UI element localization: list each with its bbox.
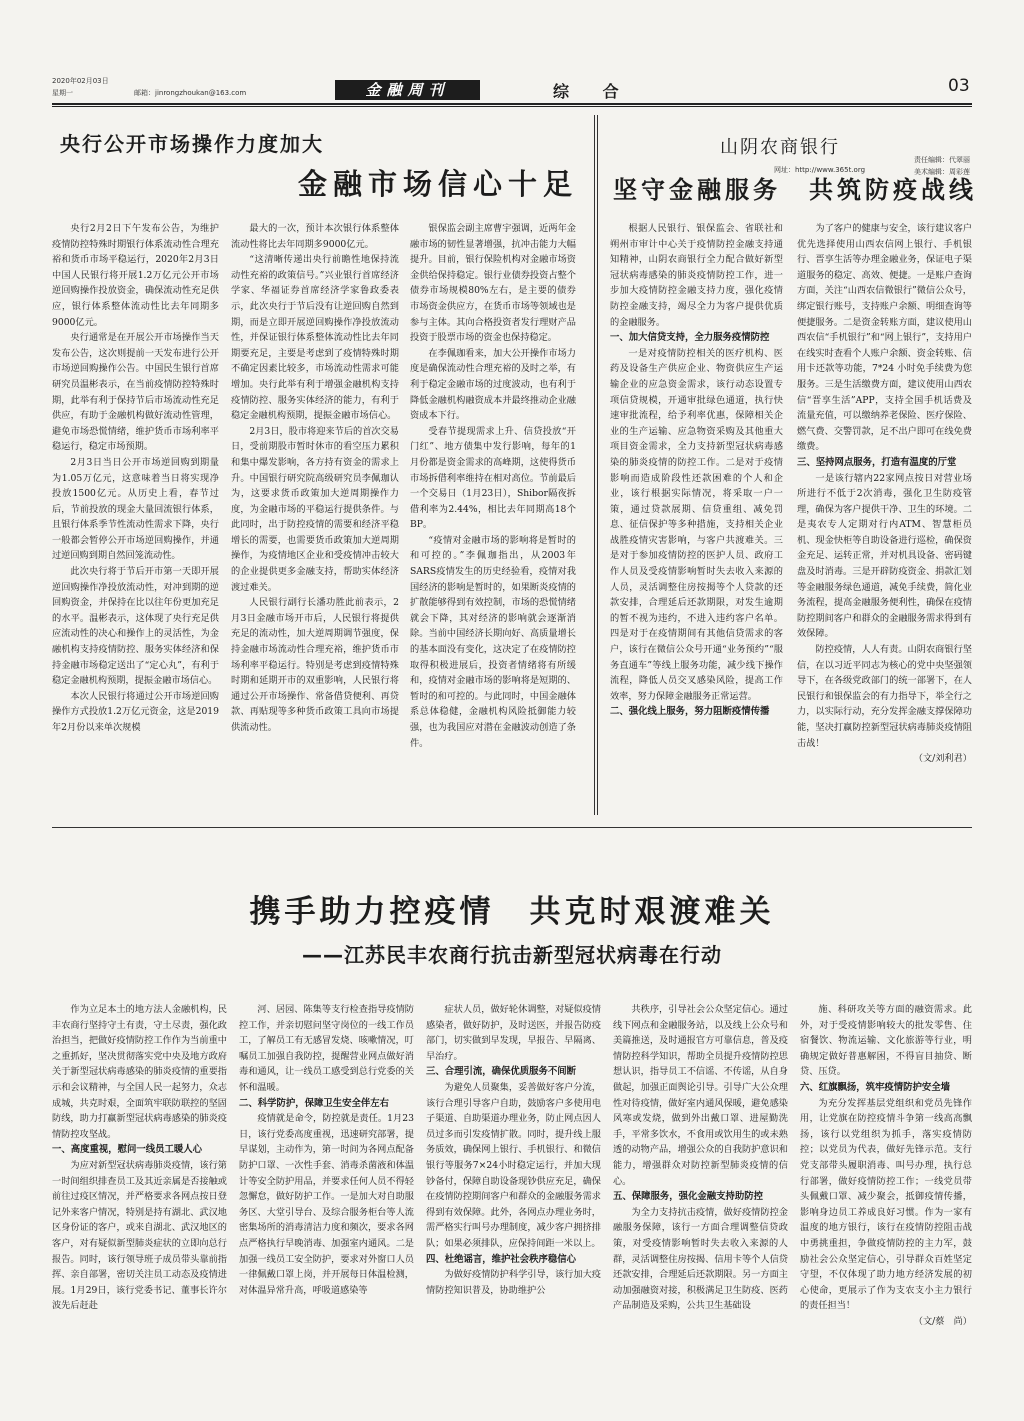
subheading: 二、强化线上服务，努力阻断疫情传播 <box>610 706 770 718</box>
article2-title-line1: 山阴农商银行 <box>720 137 840 158</box>
paragraph: 央行通常是在开展公开市场操作当天发布公告，这次则提前一天发布进行公开市场逆回购操作公告。中国民生银行首席研究员温彬表示，在当前疫情防控特殊时期，此举有利于保持节后市场流动性充足供应，有助于金融机构做好流动性管理，避免市场恐慌情绪，维护货币市场利率平稳运行，稳定市场预期。 <box>52 332 219 453</box>
page-number: 03 <box>948 76 970 96</box>
byline: （文/刘利君） <box>913 753 972 765</box>
paragraph: 为了客户的健康与安全，该行建议客户优先选择使用山西农信网上银行、手机银行、晋享生活等办理金融业务，保证电子渠道服务的稳定、高效、便捷。一是账户查询方面，关注“山西农信微银行”微信公众号，绑定银行账号，支持账户余额、明细查询等便捷服务。二是资金转账方面，建议使用山西农信“手机银行”和“网上银行”，支持用户在线实时查看个人账户余额、资金转账、信用卡还款等功能，7*24 小时免手续费为您服务。三是生活缴费方面，建议使用山西农信“晋享生活”APP，支持全国手机话费及流量充值，可以缴纳养老保险、医疗保险、燃气费、交警罚款，足不出户即可在线免费缴费。 <box>797 223 972 453</box>
article1-column-1 <box>52 221 219 813</box>
paragraph: 最大的一次，预计本次银行体系整体流动性将比去年同期多9000亿元。 <box>231 223 399 250</box>
paragraph: 本次人民银行将通过公开市场逆回购操作方式投放1.2万亿元资金，这是2019年2月份以来单次规模 <box>52 690 219 733</box>
responsible-editor: 责任编辑：代翠丽 <box>914 156 970 164</box>
subheading: 一、高度重视，慰问一线员工暖人心 <box>52 1144 203 1156</box>
paragraph: “这清晰传递出央行前瞻性地保持流动性充裕的政策信号。”兴业银行首席经济学家、华福证券首席经济学家鲁政委表示，此次央行于节后没有让逆回购自然到期，而是立即开展逆回购操作净投放流动性，并保证银行体系整体流动性比去年同期要充足，主要是考虑到了疫情特殊时期不确定因素比较多，市场流动性需求可能增加。央行此举有利于增强金融机构支持疫情防控、服务实体经济的能力，有利于稳定金融机构预期，提振金融市场信心。 <box>231 254 399 422</box>
subheading: 五、保障服务，强化金融支持助防控 <box>613 1191 764 1203</box>
paragraph: 为充分发挥基层党组织和党员先锋作用，让党旗在防控疫情斗争第一线高高飘扬，该行以党组织为抓手，落实疫情防控；以党员为代表，做好先锋示范。支行党支部带头履职消毒、叫号办理，执行总行部署，做好疫情防控工作；一线党员带头佩戴口罩、减少聚会，抵御疫情传播，影响身边员工养成良好习惯。作为一家有温度的地方银行，该行在疫情防控阻击战中勇挑重担，争做疫情防控的主力军，鼓励社会公众坚定信心，引导群众百姓坚定守望，不仅体现了助力地方经济发展的初心使命，更展示了作为支农支小主力银行的责任担当！ <box>800 1097 972 1312</box>
paragraph: 症状人员，做好轮休调整，对疑似疫情感染者，做好防护，及时送医，并报告防疫部门，切实做到早发现，早报告、早隔离、早治疗。 <box>426 1004 601 1062</box>
art-editor: 美术编辑：周彩莲 <box>914 168 970 176</box>
section-divider <box>52 827 972 828</box>
paragraph: 防控疫情，人人有责。山阴农商银行坚信，在以习近平同志为核心的党中央坚强领导下，在各级党政部门的统一部署下，在人民银行和银保监会的有力指导下，举全行之力，以实际行动，充分发挥金融支撑保障功能，坚决打赢防控新型冠状病毒肺炎疫情阻击战！ <box>797 644 972 749</box>
subheading: 三、坚持网点服务，打造有温度的厅堂 <box>797 456 957 468</box>
subheading: 四、杜绝谣言，维护社会秩序稳信心 <box>426 1253 577 1265</box>
paragraph: “疫情对金融市场的影响将是暂时的和可控的。”李佩珈指出，从2003年SARS疫情发生的历史经验看，疫情对我国经济的影响是暂时的，如果断炎疫情的扩散能够得到有效控制，市场的恐慌情绪就会下降，其对经济的影响就会逐渐消除。当前中国经济长期向好、高质量增长的基本面没有变化，这决定了在疫情防控取得积极进展后，投资者情绪将有所缓和，疫情对金融市场的影响将是短期的、暂时的和可控的。与此同时，中国金融体系总体稳健，金融机构风险抵御能力较强，也为我国应对潜在金融波动创造了条件。 <box>410 534 576 749</box>
paper-name-banner: 金融周刊 <box>335 80 480 100</box>
paragraph: 央行2月2日下午发布公告，为维护疫情防控特殊时期银行体系流动性合理充裕和货币市场平稳运行，2020年2月3日中国人民银行将开展1.2万亿元公开市场逆回购操作投放资金，确保流动性充足供应，银行体系整体流动性比去年同期多9000亿元。 <box>52 223 219 328</box>
paragraph: 作为立足本土的地方法人金融机构，民丰农商行坚持守土有责，守土尽责，强化政治担当，把做好疫情防控工作作为当前重中之重抓好，坚决贯彻落实党中央及地方政府关于新型冠状病毒感染的肺炎疫情的重要指示和会议精神，与全国人民一起努力，众志成城，共克时艰，全面筑牢联防联控的坚固防线，助力打赢新型冠状病毒感染的肺炎疫情防控攻坚战。 <box>52 1004 227 1140</box>
article3-column-1 <box>52 1002 227 1407</box>
article1-title-line2: 金融市场信心十足 <box>298 167 579 201</box>
paragraph: 为避免人员聚集，妥善做好客户分流，该行合理引导客户自助，鼓励客户多使用电子渠道、自助渠道办理业务，防止网点因人员过多而引发疫情扩散。同时，提升线上服务质效，确保网上银行、手机银行、和微信银行等服务7×24小时稳定运行，并加大现钞备付，保障自助设备现钞供应充足，确保在疫情防控期间客户和群众的金融服务需求得到有效保障。此外，各网点办理业务时，需严格实行叫号办理制度，减少客户拥挤排队；如果必须排队，应保持间距一米以上。 <box>426 1081 601 1249</box>
paragraph: 2月3日，股市将迎来节后的首次交易日，受前期股市暂时休市的看空压力累积和集中爆发影响，各方持有资金的需求上升。中国银行研究院高级研究员李佩珈认为，这要求货币政策加大逆周期操作力度，为金融市场的平稳运行提供条件。与此同时，出于防控疫情的需要和经济平稳增长的需要，也需要货币政策加大逆周期操作，为疫情地区企业和受疫情冲击较大的企业提供更多金融支持，帮助实体经济渡过难关。 <box>231 425 399 593</box>
byline: （文/蔡 尚） <box>913 1315 972 1327</box>
article1-column-3 <box>410 221 576 813</box>
paragraph: 在李佩珈看来，加大公开操作市场力度是确保流动性合理充裕的及时之举，有利于稳定金融市场的过度波动，也有利于降低金融机构融资成本并最终推动企业融资成本下行。 <box>410 347 576 422</box>
issue-date: 2020年02月03日 <box>52 77 109 85</box>
subheading: 一、加大信贷支持，全力服务疫情防控 <box>610 332 770 344</box>
article3-subtitle: ——江苏民丰农商行抗击新型冠状病毒在行动 <box>302 943 722 967</box>
paragraph: 一是对疫情防控相关的医疗机构、医药及设备生产供应企业、物资供应生产运输企业的应急资金需求，该行动态设置专项信贷规模，开通审批绿色通道，执行快速审批流程，给予利率优惠，保障相关企业的生产运输、应急物资采购及其他重大项目资金需求，全力支持新型冠状病毒感染的肺炎疫情的防控工作。二是对于疫情影响而造成阶段性还款困难的个人和企业，该行根据实际情况，将采取一户一策，通过贷款展期、信贷重组、减免罚息、征信保护等多种措施，支持相关企业战胜疫情灾害影响，与客户共渡难关。三是对于参加疫情防控的医护人员、政府工作人员及受疫情影响暂时失去收入来源的人员，灵活调整住房按揭等个人贷款的还款安排，合理延后还款期限，对发生逾期的暂不视为违约，不进入违约客户名单。四是对于在疫情期间有其他信贷需求的客户，该行在微信公众号开通“业务预约”“服务直通车”等线上服务功能，减少线下操作流程，降低人员交叉感染风险，提高工作效率，努力保障金融服务正常运营。 <box>610 347 783 702</box>
article1-title-line1: 央行公开市场操作力度加大 <box>60 132 324 156</box>
article2-column-2 <box>797 221 972 813</box>
paragraph: 为做好疫情防护科学引导，该行加大疫情防控知识普及，协助维护公 <box>426 1269 601 1296</box>
article3-column-5 <box>800 1002 972 1407</box>
issue-weekday: 星期一 <box>52 89 73 97</box>
article2-column-1 <box>610 221 783 813</box>
paragraph: 河、居园、陈集等支行检查指导疫情防控工作，并亲切慰问坚守岗位的一线工作员工，了解员工有无感冒发烧、咳嗽情况，叮嘱员工加强自我防控，提醒营业网点做好消毒和通风，让一线员工感受到总行党委的关怀和温暖。 <box>239 1004 414 1093</box>
paragraph: 银保监会副主席曹宇强调，近两年金融市场的韧性显著增强，抗冲击能力大幅提升。目前，银行保险机构对金融市场资金供给保持稳定。银行业债券投资占整个债券市场规模80%左右，是主要的债券市场资金供应方，在货币市场等领域也是参与主体。其向合格投资者发行理财产品投资于股票市场的资金也保持稳定。 <box>410 223 576 344</box>
paragraph: 共秩序，引导社会公众坚定信心。通过线下网点和金融服务站，以及线上公众号和美篇推送，及时通报官方可靠信息，普及疫情防控科学知识，帮助全员提升疫情防控思想认识，指导员工不信谣、不传谣，从自身做起，加强正面舆论引导。引导广大公众理性对待疫情，做好室内通风保暖，避免感染风寒或发烧，做到外出戴口罩、进屋勤洗手，平常多饮水，不食用或饮用生的或未熟透的动物产品，增强公众的自我防护意识和能力，增强群众对防控新型肺炎疫情的信心。 <box>613 1004 788 1187</box>
article3-column-4 <box>613 1002 788 1407</box>
paragraph: 一是该行辖内22家网点按日对营业场所进行不低于2次消毒，强化卫生防疫管理，确保为客户提供干净、卫生的环境。二是夷农专人定期对行内ATM、智慧柜员机、现金快柜等自助设备进行巡检，确保资金充足、运转正常，并对机具设备、密码键盘及时消毒。三是开辟防疫资金、捐款汇划等金融服务绿色通道，减免手续费，简化业务流程，提高金融服务便利性，确保在疫情防控期间客户和群众的金融服务需求得到有效保障。 <box>797 472 972 640</box>
paragraph: 人民银行副行长潘功胜此前表示，2月3日金融市场开市后，人民银行将提供充足的流动性，加大逆周期调节强度，保持金融市场流动性合理充裕，维护货币市场利率平稳运行。特别是考虑到疫情特殊时期和延期开市的双重影响，人民银行将通过公开市场操作、常备借贷便利、再贷款、再贴现等多种货币政策工具向市场提供流动性。 <box>231 597 399 733</box>
article3-column-3 <box>426 1002 601 1407</box>
contact-email: 邮箱：jinrongzhoukan@163.com <box>134 89 247 97</box>
article1-column-2 <box>231 221 399 813</box>
section-title: 综 合 <box>553 82 633 101</box>
paragraph: 施、科研攻关等方面的融资需求。此外，对于受疫情影响较大的批发零售、住宿餐饮、物流运输、文化旅游等行业，明确规定做好普惠解困，不得盲目抽贷、断贷、压贷。 <box>800 1004 972 1078</box>
article3-column-2 <box>239 1002 414 1407</box>
column-divider <box>597 115 598 815</box>
subheading: 二、科学防护，保障卫生安全伴左右 <box>239 1097 390 1109</box>
paragraph: 2月3日当日公开市场逆回购到期量为1.05万亿元，这意味着当日将实现净投放1500亿元。从历史上看，春节过后，节前投放的现金大量回流银行体系，且银行体系季节性流动性需求下降，央行一般都会暂停公开市场逆回购操作，并通过逆回购到期自然回笼流动性。 <box>52 456 219 562</box>
paragraph: 受春节提现需求上升、信贷投放“开门红”、地方债集中发行影响，每年的1月份都是资金需求的高峰期，这使得货币市场拆借利率维持在相对高位。节前最后一个交易日（1月23日），Shibor隔夜拆借利率为2.44%，相比去年同期高18个BP。 <box>410 425 576 531</box>
subheading: 六、红旗飘扬，筑牢疫情防护安全墙 <box>800 1081 951 1093</box>
header-rule-thin <box>52 106 972 107</box>
paragraph: 此次央行将于节后开市第一天即开展逆回购操作净投放流动性，对冲到期的逆回购资金，并保持在比以往年份更加充足的水平。温彬表示，这体现了央行充足供应流动性的决心和操作上的灵活性，为金融机构支持疫情防控、服务实体经济和保持金融市场稳定送出了“定心丸”，有利于稳定金融机构预期，提振金融市场信心。 <box>52 566 219 687</box>
paragraph: 为应对新型冠状病毒肺炎疫情，该行第一时间组织排查员工及其近亲属是否接触或前往过疫区情况，并严格要求各网点按日登记外来客户情况，特别是持有湖北、武汉地区身份证的客户，或来自湖北、武汉地区的客户，对有疑似新型肺炎症状的立即向总行报告。同时，该行领导班子成员带头靠前指挥、亲自部署，密切关注员工动态及疫情进展。1月29日，该行党委书记、董事长许尔波先后赶赴 <box>52 1159 227 1312</box>
paragraph: 根据人民银行、银保监会、省联社和朔州市审计中心关于疫情防控金融支持通知精神，山阴农商银行全力配合做好新型冠状病毒感染的肺炎疫情防控工作，进一步加大疫情防控金融支持力度，强化疫情防控金融支持，竭尽全力为客户提供优质的金融服务。 <box>610 223 783 328</box>
website-url: 网址：http://www.365t.org <box>774 166 866 174</box>
subheading: 三、合理引流，确保优质服务不间断 <box>426 1066 577 1078</box>
article2-title-line2: 坚守金融服务 共筑防疫战线 <box>613 176 977 204</box>
header-rule <box>52 103 972 105</box>
column-divider <box>594 115 595 815</box>
article3-title: 携手助力控疫情 共克时艰渡难关 <box>249 894 775 930</box>
paragraph: 疫情就是命令，防控就是责任。1月23日，该行党委高度重视，迅速研究部署，提早谋划，主动作为，第一时间为各网点配备防护口罩、一次性手套、消毒杀菌液和体温计等安全防护用品，并要求任何人员不得轻忽懈怠，做好防护工作。一是加大对自助服务区、大堂引导台、及综合服务柜台等人流密集场所的消毒清洁力度和频次，要求各网点严格执行早晚消毒、加强室内通风。二是加强一线员工安全防护，要求对外窗口人员一律佩戴口罩上岗，并开展每日体温检测，对体温异常升高，呼吸道感染等 <box>239 1113 414 1296</box>
paragraph: 为全力支持抗击疫情，做好疫情防控金融服务保障，该行一方面合理调整信贷政策，对受疫情影响暂时失去收入来源的人群，灵活调整住房按揭、信用卡等个人信贷还款安排，合理延后还款期限。另一方面主动加强融资对接，积极满足卫生防疫、医药产品制造及采购，公共卫生基础设 <box>613 1206 788 1312</box>
